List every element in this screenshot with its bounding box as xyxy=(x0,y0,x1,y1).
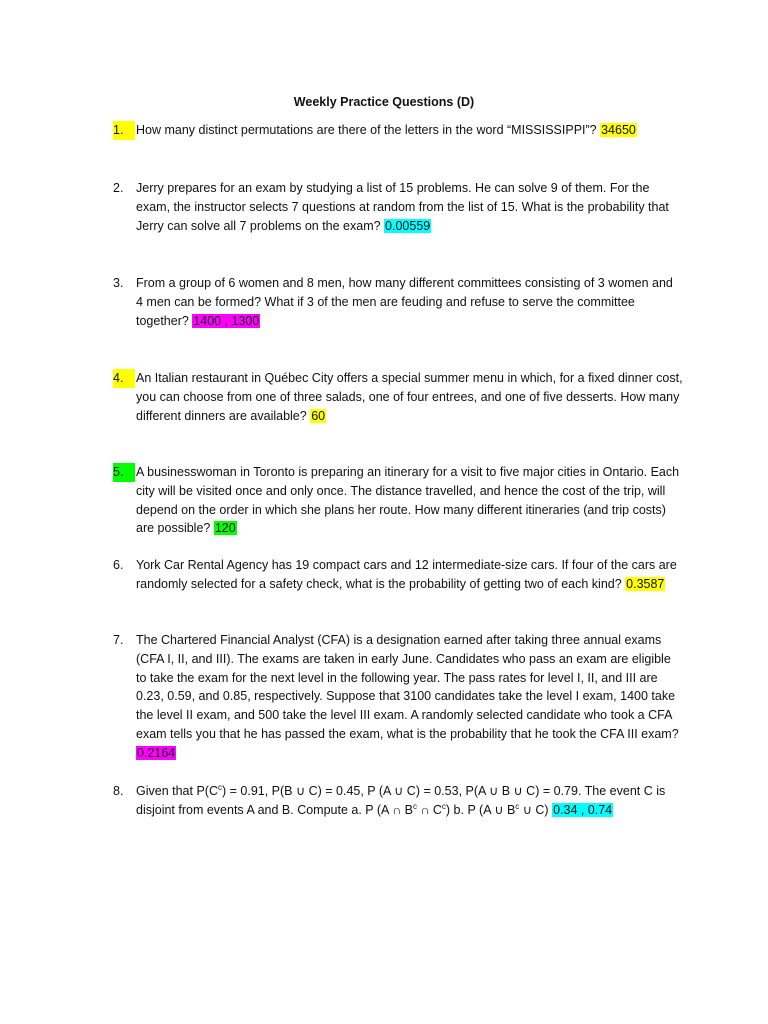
question-2 xyxy=(113,179,683,235)
complement-superscript: c xyxy=(441,801,446,811)
answer-highlight: 34650 xyxy=(601,123,636,137)
answer-highlight: 0.3587 xyxy=(626,576,665,591)
question-8 xyxy=(113,782,683,820)
question-number: 5. xyxy=(113,463,135,482)
question-text-part: ∪ C) xyxy=(519,802,553,817)
question-6 xyxy=(113,556,683,594)
question-number: 8. xyxy=(113,784,124,798)
question-number: 3. xyxy=(113,276,124,290)
page-title: Weekly Practice Questions (D) xyxy=(293,95,475,109)
question-1 xyxy=(113,121,683,140)
question-7 xyxy=(113,631,683,763)
question-number: 1. xyxy=(113,121,135,140)
question-text: The Chartered Financial Analyst (CFA) is a designation earned after taking three annual exams (CFA I, II, and III). The exams are taken in early June. Candidates who pass an exam are eligible to take the exam for the next level in the following year. The pass rates for level I, II, and III are 0.23, 0.59, and 0.85, respectively. Suppose that 3100 candidates take the level I exam, 1400 take the level II exam, and 500 take the level III exam. A randomly selected candidate who took a CFA exam tells you that he has passed the exam, what is the probability that he took the CFA III exam? xyxy=(136,633,679,741)
question-4 xyxy=(113,369,683,425)
complement-superscript: c xyxy=(217,782,222,792)
question-text xyxy=(136,782,683,820)
question-5 xyxy=(113,463,683,538)
question-text-part: Given that P(C xyxy=(136,784,218,798)
answer-highlight: 0.2164 xyxy=(137,745,176,760)
question-number: 4. xyxy=(113,369,135,388)
question-text-part: ) b. P (A ∪ B xyxy=(445,802,516,817)
question-number: 2. xyxy=(113,181,124,195)
question-number: 7. xyxy=(113,633,124,647)
question-text: A businesswoman in Toronto is preparing an itinerary for a visit to five major cities in Ontario. Each city will be visited once and only once. The distance travelled, and hence the cost of the trip, will depend on the order in which she plans her route. How many different itineraries (and trip costs) are possible? xyxy=(136,465,680,536)
question-text-part: ∩ C xyxy=(416,802,442,817)
question-text: How many distinct permutations are there of the letters in the word “MISSISSIPPI”? xyxy=(136,123,601,137)
answer-highlight: 120 xyxy=(214,521,236,536)
answer-highlight: 0.34 , 0.74 xyxy=(553,802,613,817)
question-number: 6. xyxy=(113,558,124,572)
answer-highlight: 1400 , 1300 xyxy=(193,313,260,328)
question-text: Jerry prepares for an exam by studying a list of 15 problems. He can solve 9 of them. For the exam, the instructor selects 7 questions at random from the list of 15. What is the probability that Jerry can solve all 7 problems on the exam? xyxy=(136,181,669,233)
complement-superscript: c xyxy=(412,801,417,811)
question-3 xyxy=(113,274,683,330)
complement-superscript: c xyxy=(515,801,520,811)
question-text: An Italian restaurant in Québec City offers a special summer menu in which, for a fixed dinner cost, you can choose from one of three salads, one of four entrees, and one of five desserts. How many different dinners are available? xyxy=(136,371,683,423)
answer-highlight: 0.00559 xyxy=(385,218,431,233)
answer-highlight: 60 xyxy=(311,408,326,423)
question-text: From a group of 6 women and 8 men, how many different committees consisting of 3 women and 4 men can be formed? What if 3 of the men are feuding and refuse to serve the committee together? xyxy=(136,276,673,328)
question-text-part: ) = 0.91, P(B ∪ C) = 0.45, P (A ∪ C) = 0.53, P(A ∪ B ∪ C) = 0.79. The event C is disjoint from events A and B. Compute a. P (A ∩ B xyxy=(136,784,666,817)
question-text: York Car Rental Agency has 19 compact cars and 12 intermediate-size cars. If four of the cars are randomly selected for a safety check, what is the probability of getting two of each kind? xyxy=(136,558,677,591)
